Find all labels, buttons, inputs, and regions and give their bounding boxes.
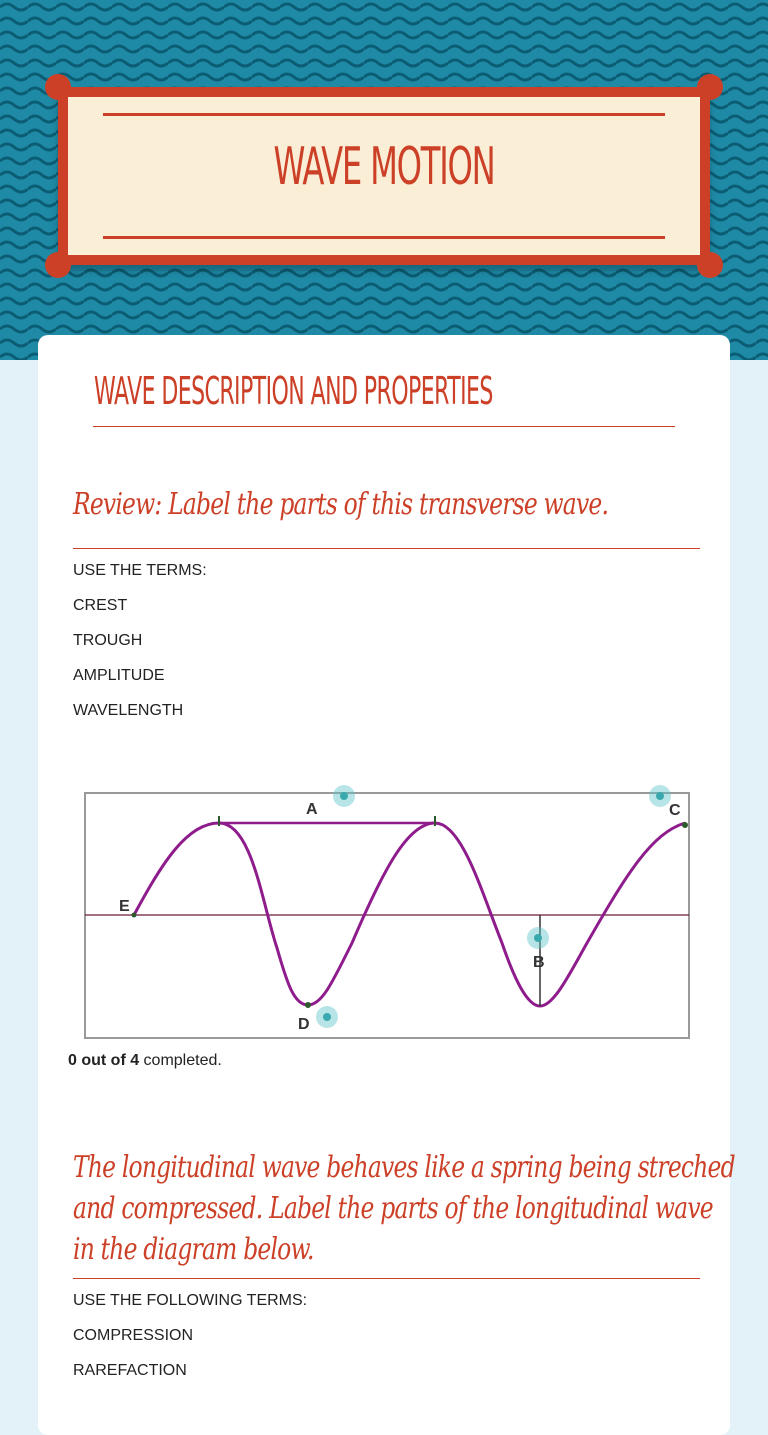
trough-point	[305, 1002, 311, 1008]
progress-suffix: completed.	[139, 1052, 222, 1069]
banner-top-rule	[103, 113, 665, 116]
title-banner	[58, 87, 710, 265]
question-1-intro: USE THE TERMS:	[73, 562, 207, 579]
banner-corner	[697, 74, 723, 100]
section-divider	[93, 426, 675, 427]
section-title: WAVE DESCRIPTION AND PROPERTIES	[94, 369, 493, 413]
worksheet-card	[38, 335, 735, 1435]
hotspot-b[interactable]	[527, 927, 549, 949]
label-b: B	[533, 954, 545, 971]
term-trough: TROUGH	[73, 632, 143, 649]
banner-corner	[697, 252, 723, 278]
banner-bottom-rule	[103, 236, 665, 239]
question-2-divider	[73, 1278, 700, 1279]
progress-text	[68, 1052, 222, 1070]
question-2-title-line-1: The longitudinal wave behaves like a spring being streched	[73, 1150, 735, 1185]
page-title: WAVE MOTION	[273, 137, 495, 197]
term-wavelength: WAVELENGTH	[73, 702, 184, 719]
title-banner-inner	[68, 97, 700, 255]
question-1-divider	[73, 548, 700, 549]
term-amplitude: AMPLITUDE	[73, 667, 165, 684]
label-c: C	[669, 802, 681, 819]
question-2-title-line-3: in the diagram below.	[73, 1232, 314, 1267]
banner-corner	[45, 252, 71, 278]
term-compression: COMPRESSION	[73, 1327, 194, 1344]
question-2-intro: USE THE FOLLOWING TERMS:	[73, 1292, 308, 1309]
label-e: E	[119, 898, 130, 915]
progress-count: 0 out of 4	[68, 1052, 140, 1069]
hotspot-c[interactable]	[649, 785, 671, 807]
question-1-title-text: Review: Label the parts of this transverse wave.	[73, 487, 609, 522]
question-1-title	[73, 487, 700, 522]
start-point	[132, 913, 137, 918]
crest-point	[682, 822, 688, 828]
banner-corner	[45, 74, 71, 100]
label-d: D	[298, 1016, 310, 1033]
hotspot-d[interactable]	[316, 1006, 338, 1028]
label-a: A	[306, 801, 318, 818]
transverse-wave-diagram	[82, 783, 692, 1043]
term-crest: CREST	[73, 597, 128, 614]
hotspot-a[interactable]	[333, 785, 355, 807]
question-2-title	[73, 1147, 735, 1270]
term-rarefaction: RAREFACTION	[73, 1362, 187, 1379]
question-2-title-line-2: and compressed. Label the parts of the longitudinal wave	[73, 1191, 713, 1226]
